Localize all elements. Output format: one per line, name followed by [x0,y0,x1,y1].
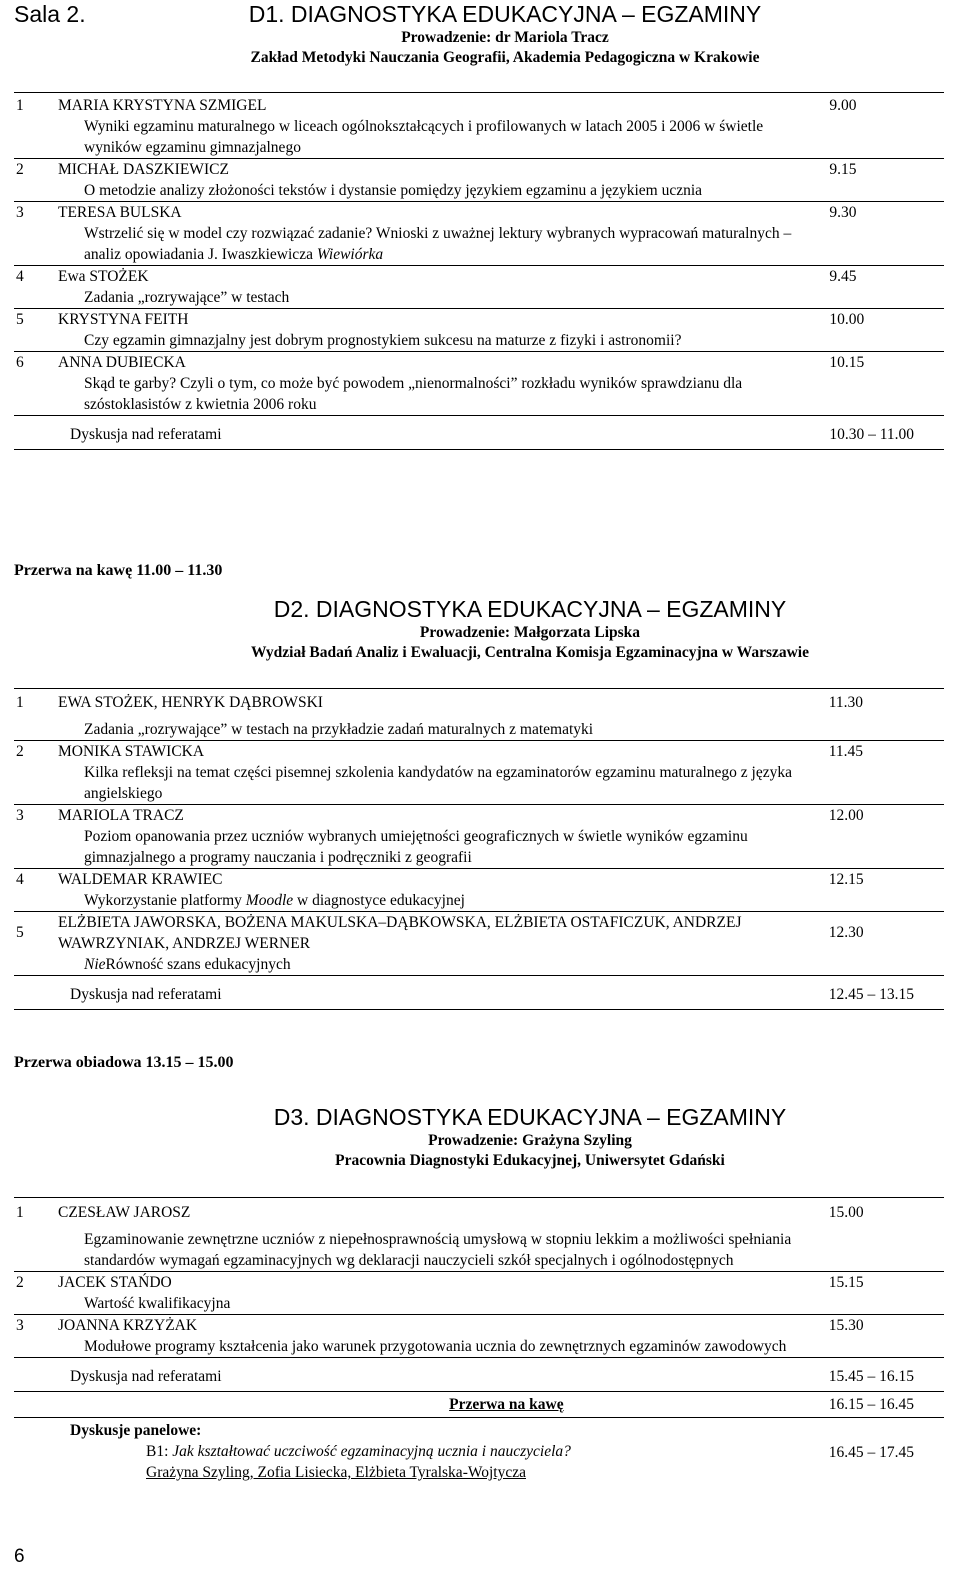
talk-time: 15.30 [828,1317,864,1334]
d2-top-rule [14,688,944,689]
table-row [14,1202,944,1223]
talk-speaker: EWA STOŻEK, HENRYK DĄBROWSKI [58,694,323,711]
talk-topic: Zadania „rozrywające” w testach [14,287,944,309]
talk-number: 5 [16,311,24,328]
talk-topic-italic: Wiewiórka [316,246,384,263]
talk-topic [14,890,944,912]
talk-topic-text: w diagnostyce edukacyjnej [293,892,465,909]
coffee-label: Przerwa na kawę [14,1392,829,1418]
talk-speaker: MONIKA STAWICKA [58,743,205,760]
coffee-row [14,1392,944,1418]
table-row [14,805,944,827]
talk-topic-text: Wstrzelić się w model czy rozwiązać zadanie? Wnioski z uważnej lektury wybranych wypracowań maturalnych – analiz opowiadania J. Iwaszkiewicza [84,225,792,263]
discussion-row [14,416,944,450]
talk-speaker: ANNA DUBIECKA [58,354,186,371]
talk-number: 3 [16,1317,24,1334]
talk-topic-italic: Nie [84,956,106,973]
talk-number: 3 [16,807,24,824]
talk-topic: Modułowe programy kształcenia jako warunek przygotowania ucznia do zewnętrznych egzaminów zawodowych [14,1336,944,1358]
table-row [14,912,944,955]
room-label: Sala 2. [14,1,86,27]
table-row [14,1315,944,1337]
talk-time: 11.45 [828,743,864,760]
discussion-label: Dyskusja nad referatami [14,416,829,450]
talk-topic: Zadania „rozrywające” w testach na przykładzie zadań maturalnych z matematyki [14,713,944,741]
panel-title: Jak kształtować uczciwość egzaminacyjną ucznia i nauczyciela? [172,1443,571,1460]
talk-speaker: CZESŁAW JAROSZ [58,1204,191,1221]
talk-time: 9.45 [829,268,857,285]
panel-code: B1: [146,1443,173,1460]
talk-number: 3 [16,204,24,221]
talk-topic-text: Wykorzystanie platformy [84,892,246,909]
talk-time: 9.15 [829,161,857,178]
discussion-time: 12.45 – 13.15 [829,976,944,1010]
talk-topic: Kilka refleksji na temat części pisemnej szkolenia kandydatów na egzaminatorów egzaminu maturalnego z języka angielskiego [14,762,944,805]
d2-institution: Wydział Badań Analiz i Ewaluacji, Centralna Komisja Egzaminacyjna w Warszawie [250,644,809,661]
d1-title: D1. DIAGNOSTYKA EDUKACYJNA – EGZAMINY [248,1,762,27]
d3-talks-table [14,1202,944,1483]
d1-lead: Prowadzenie: dr Mariola Tracz [401,29,609,46]
table-row [14,159,944,181]
talk-topic: Egzaminowanie zewnętrzne uczniów z niepełnosprawnością umysłową w stopniu lekkim a możliwości spełniania standardów wymagań egzaminacyjnych wg deklaracji nauczycieli szkół specjalnych i ogólnodostępnych [14,1223,944,1272]
panel-time: 16.45 – 17.45 [828,1444,914,1461]
lunch-break: Przerwa obiadowa 13.15 – 15.00 [14,1054,234,1071]
talk-topic [14,954,944,976]
table-row [14,1272,944,1294]
panel-people: Grażyna Szyling, Zofia Lisiecka, Elżbieta Tyralska-Wojtycza [146,1464,526,1481]
talk-number: 2 [16,1274,24,1291]
table-row [14,352,944,374]
talk-number: 4 [16,871,24,888]
d3-institution: Pracownia Diagnostyki Edukacyjnej, Uniwersytet Gdański [335,1152,725,1169]
talk-number: 1 [16,694,24,711]
d3-top-rule [14,1197,944,1198]
talk-time: 10.15 [829,354,865,371]
panel-row [14,1418,944,1484]
talk-topic-text: Równość szans edukacyjnych [105,956,291,973]
table-row [14,95,944,116]
talk-speaker: JOANNA KRZYŻAK [58,1317,198,1334]
talk-topic: O metodzie analizy złożoności tekstów i dystansie pomiędzy językiem egzaminu a językiem ucznia [14,180,944,202]
talk-topic: Poziom opanowania przez uczniów wybranych umiejętności geograficznych w świetle wyników egzaminu gimnazjalnego a programy nauczania i podręczniki z geografii [14,826,944,869]
talk-topic [14,223,944,266]
talk-speaker: WALDEMAR KRAWIEC [58,871,223,888]
d1-header [0,0,960,68]
talk-speaker: KRYSTYNA FEITH [58,311,189,328]
table-row [14,692,944,713]
d2-lead: Prowadzenie: Małgorzata Lipska [419,624,641,641]
table-row [14,869,944,891]
d1-institution: Zakład Metodyki Nauczania Geografii, Akademia Pedagogiczna w Krakowie [250,49,760,66]
talk-number: 1 [16,1204,24,1221]
talk-number: 2 [16,161,24,178]
discussion-label: Dyskusja nad referatami [14,1358,829,1392]
talk-time: 10.00 [829,311,865,328]
talk-time: 9.00 [829,97,857,114]
d3-header [0,1103,960,1171]
talk-speaker: ELŻBIETA JAWORSKA, BOŻENA MAKULSKA–DĄBKOWSKA, ELŻBIETA OSTAFICZUK, ANDRZEJ WAWRZYNIAK, ANDRZEJ WERNER [58,914,742,952]
talk-speaker: JACEK STAŃDO [58,1274,172,1291]
d2-title: D2. DIAGNOSTYKA EDUKACYJNA – EGZAMINY [273,596,787,622]
talk-time: 12.15 [828,871,864,888]
talk-topic-italic: Moodle [245,892,294,909]
talk-speaker: MARIOLA TRACZ [58,807,184,824]
talk-speaker: MARIA KRYSTYNA SZMIGEL [58,97,267,114]
talk-time: 15.15 [828,1274,864,1291]
discussion-label: Dyskusja nad referatami [14,976,829,1010]
table-row [14,309,944,331]
talk-topic: Czy egzamin gimnazjalny jest dobrym prognostykiem sukcesu na maturze z fizyki i astronomii? [14,330,944,352]
table-row [14,202,944,224]
coffee-time: 16.15 – 16.45 [829,1392,944,1418]
coffee-break-1: Przerwa na kawę 11.00 – 11.30 [14,562,223,579]
page-number: 6 [14,1546,25,1567]
talk-number: 4 [16,268,24,285]
talk-time: 11.30 [828,694,864,711]
discussion-time: 15.45 – 16.15 [829,1358,944,1392]
table-row [14,266,944,288]
talk-topic: Wyniki egzaminu maturalnego w liceach ogólnokształcących i profilowanych w latach 2005 i 2006 w świetle wyników egzaminu gimnazjalnego [14,116,944,159]
discussion-row [14,976,944,1010]
d1-talks-table [14,95,944,450]
talk-time: 12.00 [828,807,864,824]
d1-top-rule [14,92,944,93]
talk-time: 15.00 [828,1204,864,1221]
talk-speaker: MICHAŁ DASZKIEWICZ [58,161,229,178]
talk-number: 6 [16,354,24,371]
d3-title: D3. DIAGNOSTYKA EDUKACYJNA – EGZAMINY [273,1104,787,1130]
talk-topic: Wartość kwalifikacyjna [14,1293,944,1315]
panel-label: Dyskusje panelowe: [70,1422,202,1439]
talk-number: 2 [16,743,24,760]
d3-lead: Prowadzenie: Grażyna Szyling [428,1132,632,1149]
talk-speaker: Ewa STOŻEK [58,268,149,285]
discussion-time: 10.30 – 11.00 [829,416,944,450]
talk-number: 5 [16,924,24,941]
discussion-row [14,1358,944,1392]
d2-talks-table [14,692,944,1010]
table-row [14,741,944,763]
talk-number: 1 [16,97,24,114]
d2-header [0,595,960,663]
talk-time: 9.30 [829,204,857,221]
talk-time: 12.30 [828,924,864,941]
talk-topic: Skąd te garby? Czyli o tym, co może być powodem „nienormalności” rozkładu wyników sprawdzianu dla szóstoklasistów z kwietnia 2006 roku [14,373,944,416]
talk-speaker: TERESA BULSKA [58,204,182,221]
